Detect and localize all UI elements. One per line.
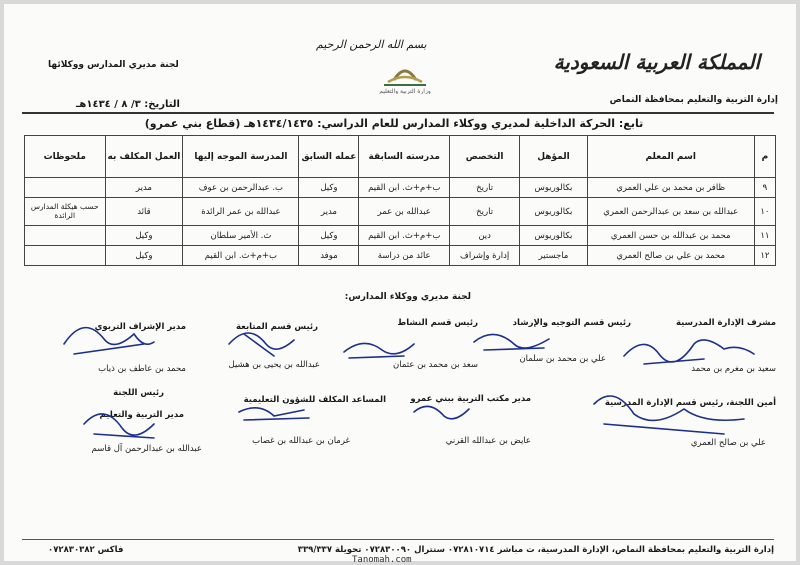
department-name: إدارة التربية والتعليم بمحافظة النماص <box>609 95 778 105</box>
cell-name: محمد بن علي بن صالح العمري <box>587 246 754 266</box>
signature-scribble <box>414 406 469 418</box>
cell-new-school: عبدالله بن عمر الرائدة <box>183 198 299 226</box>
document-page <box>4 4 796 565</box>
sig-name-supervision-director: محمد بن عاطف بن ذياب <box>98 364 186 374</box>
cell-name: ظافر بن محمد بن علي العمري <box>587 178 754 198</box>
sig-name-assistant: غرمان بن عبدالله بن غصاب <box>252 436 350 446</box>
cell-name: عبدالله بن سعد بن عبدالرحمن العمري <box>587 198 754 226</box>
footer-divider <box>22 539 774 540</box>
cell-name: محمد بن عبدالله بن حسن العمري <box>587 226 754 246</box>
bismillah: بسم الله الرحمن الرحيم <box>316 38 427 51</box>
sig-title-supervision-director: مدير الإشراف التربوي <box>94 322 186 332</box>
sig-title-followup-head: رئيس قسم المتابعة <box>236 322 318 332</box>
cell-prev-job: موفد <box>299 246 359 266</box>
cell-qual: بكالوريوس <box>520 198 587 226</box>
cell-spec: تاريخ <box>450 198 520 226</box>
document-heading: تابع: الحركة الداخلية لمديري ووكلاء المدارس للعام الدراسي: ١٤٣٤/١٤٣٥هـ (قطاع بني عمرو) <box>144 117 644 130</box>
col-teacher-name: اسم المعلم <box>587 136 754 178</box>
kingdom-title: المملكة العربية السعودية <box>553 50 760 74</box>
sig-name-office-director: عايض بن عبدالله القرني <box>445 436 531 446</box>
col-no: م <box>754 136 775 178</box>
sig-name-chair: عبدالله بن عبدالرحمن آل قاسم <box>91 444 202 454</box>
cell-new-job: قائد <box>105 198 183 226</box>
cell-note: حسب هيكلة المدارس الرائدة <box>25 198 106 226</box>
cell-new-job: وكيل <box>105 226 183 246</box>
signature-scribble <box>474 334 549 350</box>
sig-name-school-admin-supervisor: سعيد بن مغرم بن محمد <box>691 364 776 374</box>
footer-fax: فاكس ٠٧٢٨٣٠٣٨٢ <box>48 545 124 555</box>
logo-text: وزارة التربية والتعليم <box>379 88 431 94</box>
cell-new-job: مدير <box>105 178 183 198</box>
sig-title-guidance-head: رئيس قسم التوجيه والإرشاد <box>512 318 631 328</box>
cell-prev-school: عائد من دراسة <box>359 246 450 266</box>
col-new-school: المدرسة الموجه إليها <box>183 136 299 178</box>
cell-prev-job: مدير <box>299 198 359 226</box>
sig-title-assistant: المساعد المكلف للشؤون التعليمية <box>243 395 386 405</box>
cell-no: ٩ <box>754 178 775 198</box>
cell-spec: إدارة وإشراف <box>450 246 520 266</box>
cell-prev-job: وكيل <box>299 226 359 246</box>
sig-title-committee-secretary: أمين اللجنة، رئيس قسم الإدارة المدرسية <box>604 398 776 408</box>
sig-name-committee-secretary: علي بن صالح العمري <box>690 438 766 448</box>
cell-no: ١١ <box>754 226 775 246</box>
cell-prev-school: ب+م+ث. ابن القيم <box>359 226 450 246</box>
col-notes: ملحوظات <box>25 136 106 178</box>
sig-title-chair-role: مدير التربية والتعليم <box>99 410 184 420</box>
sig-name-activity-head: سعد بن محمد بن عثمان <box>393 360 478 370</box>
col-specialty: التخصص <box>450 136 520 178</box>
cell-qual: بكالوريوس <box>520 178 587 198</box>
cell-new-school: ث. الأمير سلطان <box>183 226 299 246</box>
sig-title-office-director: مدير مكتب التربية ببني عمرو <box>410 394 531 404</box>
cell-spec: تاريخ <box>450 178 520 198</box>
cell-prev-school: ب+م+ث. ابن القيم <box>359 178 450 198</box>
signature-scribble <box>84 414 154 438</box>
sig-title-school-admin-supervisor: مشرف الإدارة المدرسية <box>675 318 776 328</box>
signature-scribble <box>64 328 154 354</box>
signature-scribble <box>229 333 294 356</box>
cell-prev-job: وكيل <box>299 178 359 198</box>
col-qualification: المؤهل <box>520 136 587 178</box>
cell-no: ١٢ <box>754 246 775 266</box>
committee-name: لجنة مديري المدارس ووكلائها <box>48 60 179 70</box>
signature-scribble <box>239 408 309 420</box>
cell-new-job: وكيل <box>105 246 183 266</box>
document-date: التاريخ: ٣/ ٨ / ١٤٣٤هـ <box>76 99 180 110</box>
col-prev-school: مدرسته السابقة <box>359 136 450 178</box>
site-watermark: Tanomah.com <box>352 555 412 565</box>
signature-scribble <box>594 396 744 434</box>
signature-scribble <box>344 343 414 358</box>
signature-scribbles <box>4 4 796 561</box>
cell-qual: بكالوريوس <box>520 226 587 246</box>
cell-no: ١٠ <box>754 198 775 226</box>
cell-prev-school: عبدالله بن عمر <box>359 198 450 226</box>
cell-qual: ماجستير <box>520 246 587 266</box>
sig-title-activity-head: رئيس قسم النشاط <box>397 318 478 328</box>
sig-name-followup-head: عبدالله بن يحيى بن هشيل <box>228 360 320 370</box>
signature-scribble <box>624 340 754 364</box>
cell-new-school: ب. عبدالرحمن بن عوف <box>183 178 299 198</box>
col-prev-job: عمله السابق <box>299 136 359 178</box>
col-new-job: العمل المكلف به <box>105 136 183 178</box>
cell-spec: دين <box>450 226 520 246</box>
sig-title-chair: رئيس اللجنة <box>113 388 164 398</box>
sig-name-guidance-head: علي بن محمد بن سلمان <box>519 354 606 364</box>
committee-title: لجنة مديري ووكلاء المدارس: <box>344 292 471 302</box>
cell-new-school: ب+م+ث. ابن القيم <box>183 246 299 266</box>
footer-address: إدارة التربية والتعليم بمحافظة النماص، الإدارة المدرسية، ت مباشر ٠٧٢٨١٠٧١٤ سنترال ٠٧٢٨٣٠٠٩٠ تحويلة ٣٣٩/٣٣٧ <box>297 545 774 555</box>
